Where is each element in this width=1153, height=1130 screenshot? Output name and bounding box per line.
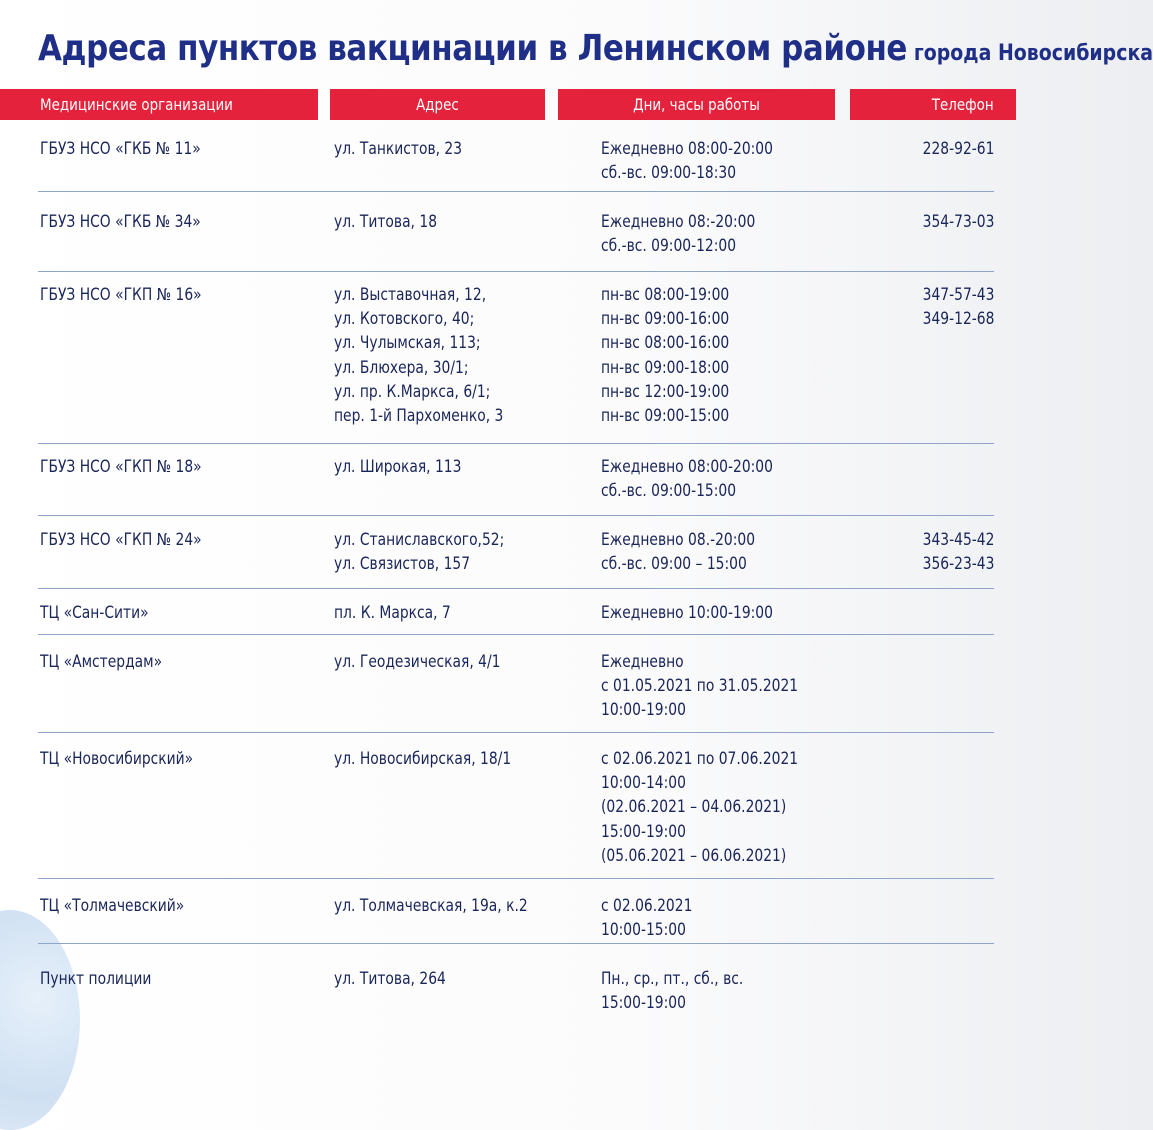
- address-line: ул. Геодезическая, 4/1: [334, 652, 501, 671]
- row-divider: [38, 515, 994, 516]
- row-divider: [38, 191, 994, 192]
- hours-cell: [601, 455, 773, 503]
- address-line: ул. Новосибирская, 18/1: [334, 749, 512, 768]
- phone-cell: [922, 137, 994, 161]
- hours-cell: [601, 137, 773, 185]
- hours-line: Ежедневно: [601, 652, 684, 671]
- org-name: ГБУЗ НСО «ГКБ № 11»: [40, 139, 201, 158]
- title-main: Адреса пунктов вакцинации в Ленинском районе: [38, 28, 908, 69]
- address-line: ул. Связистов, 157: [334, 554, 471, 574]
- address-line: ул. Чулымская, 113;: [334, 333, 481, 353]
- address-line: ул. Станиславского,52;: [334, 530, 505, 549]
- header-hours: Дни, часы работы: [558, 89, 835, 120]
- hours-line: Ежедневно 08:00-20:00: [601, 139, 773, 158]
- hours-cell: [601, 967, 743, 1015]
- hours-line: Ежедневно 08:-20:00: [601, 212, 756, 231]
- hours-line: с 02.06.2021: [601, 896, 693, 915]
- hours-line: (02.06.2021 – 04.06.2021): [601, 797, 787, 817]
- address-cell: [334, 601, 451, 625]
- address-line: ул. Титова, 18: [334, 212, 438, 231]
- header-phone: Телефон: [850, 89, 1016, 120]
- hours-cell: [601, 650, 798, 723]
- row-divider: [38, 271, 994, 272]
- phone-line: 347-57-43: [922, 285, 994, 304]
- header-address: Адрес: [330, 89, 545, 120]
- hours-line: пн-вс 09:00-15:00: [601, 406, 730, 426]
- phone-cell: [922, 210, 994, 234]
- hours-line: сб.-вс. 09:00 – 15:00: [601, 554, 747, 574]
- header-org: Медицинские организации: [0, 89, 318, 120]
- phone-line: 349-12-68: [922, 309, 994, 329]
- row-divider: [38, 634, 994, 635]
- phone-cell: [922, 283, 994, 331]
- address-line: пл. К. Маркса, 7: [334, 603, 451, 622]
- hours-line: пн-вс 09:00-16:00: [601, 309, 730, 329]
- address-cell: [334, 747, 511, 771]
- address-line: ул. Танкистов, 23: [334, 139, 463, 158]
- org-name: ГБУЗ НСО «ГКП № 24»: [40, 530, 202, 549]
- hours-cell: [601, 894, 692, 942]
- page-title: [38, 28, 1153, 69]
- hours-cell: [601, 283, 729, 428]
- hours-line: сб.-вс. 09:00-15:00: [601, 481, 737, 501]
- hours-line: Пн., ср., пт., сб., вс.: [601, 969, 744, 988]
- hours-line: сб.-вс. 09:00-12:00: [601, 236, 737, 256]
- hours-cell: [601, 747, 798, 868]
- row-divider: [38, 878, 994, 879]
- phone-line: 356-23-43: [922, 554, 994, 574]
- address-line: ул. Котовского, 40;: [334, 309, 475, 329]
- address-cell: [334, 283, 503, 428]
- address-cell: [334, 137, 462, 161]
- hours-line: 15:00-19:00: [601, 993, 686, 1013]
- org-name: ГБУЗ НСО «ГКБ № 34»: [40, 212, 201, 231]
- hours-line: (05.06.2021 – 06.06.2021): [601, 845, 787, 865]
- row-divider: [38, 732, 994, 733]
- address-line: ул. Блюхера, 30/1;: [334, 357, 469, 377]
- hours-line: с 01.05.2021 по 31.05.2021: [601, 676, 799, 696]
- hours-line: с 02.06.2021 по 07.06.2021: [601, 749, 799, 768]
- org-name: ТЦ «Толмачевский»: [40, 896, 185, 915]
- phone-line: 343-45-42: [922, 530, 994, 549]
- hours-line: пн-вс 08:00-16:00: [601, 333, 730, 353]
- org-name: ГБУЗ НСО «ГКП № 16»: [40, 285, 202, 304]
- row-divider: [38, 443, 994, 444]
- address-cell: [334, 455, 461, 479]
- address-cell: [334, 528, 504, 576]
- address-line: ул. Толмачевская, 19а, к.2: [334, 896, 528, 915]
- phone-cell: [922, 528, 994, 576]
- hours-line: 10:00-14:00: [601, 773, 686, 793]
- hours-cell: [601, 601, 773, 625]
- address-cell: [334, 967, 446, 991]
- hours-line: сб.-вс. 09:00-18:30: [601, 163, 737, 183]
- hours-line: Ежедневно 10:00-19:00: [601, 603, 773, 622]
- hours-line: пн-вс 12:00-19:00: [601, 381, 730, 401]
- org-name: ТЦ «Амстердам»: [40, 652, 163, 671]
- hours-line: пн-вс 08:00-19:00: [601, 285, 730, 304]
- hours-cell: [601, 528, 755, 576]
- org-name: ТЦ «Сан-Сити»: [40, 603, 149, 622]
- address-cell: [334, 894, 528, 918]
- address-line: ул. Выставочная, 12,: [334, 285, 487, 304]
- phone-line: 354-73-03: [922, 212, 994, 231]
- hours-line: Ежедневно 08:00-20:00: [601, 457, 773, 476]
- row-divider: [38, 943, 994, 944]
- org-name: ТЦ «Новосибирский»: [40, 749, 194, 768]
- address-line: ул. Титова, 264: [334, 969, 446, 988]
- phone-line: 228-92-61: [922, 139, 994, 158]
- row-divider: [38, 588, 994, 589]
- address-line: пер. 1-й Пархоменко, 3: [334, 406, 504, 426]
- hours-line: 10:00-19:00: [601, 700, 686, 720]
- org-name: Пункт полиции: [40, 969, 152, 988]
- address-line: ул. пр. К.Маркса, 6/1;: [334, 381, 491, 401]
- hours-line: 10:00-15:00: [601, 920, 686, 940]
- address-line: ул. Широкая, 113: [334, 457, 462, 476]
- hours-line: Ежедневно 08.-20:00: [601, 530, 756, 549]
- address-cell: [334, 210, 437, 234]
- hours-cell: [601, 210, 755, 258]
- title-suffix: города Новосибирска: [913, 41, 1153, 66]
- address-cell: [334, 650, 500, 674]
- org-name: ГБУЗ НСО «ГКП № 18»: [40, 457, 202, 476]
- hours-line: пн-вс 09:00-18:00: [601, 357, 730, 377]
- hours-line: 15:00-19:00: [601, 821, 686, 841]
